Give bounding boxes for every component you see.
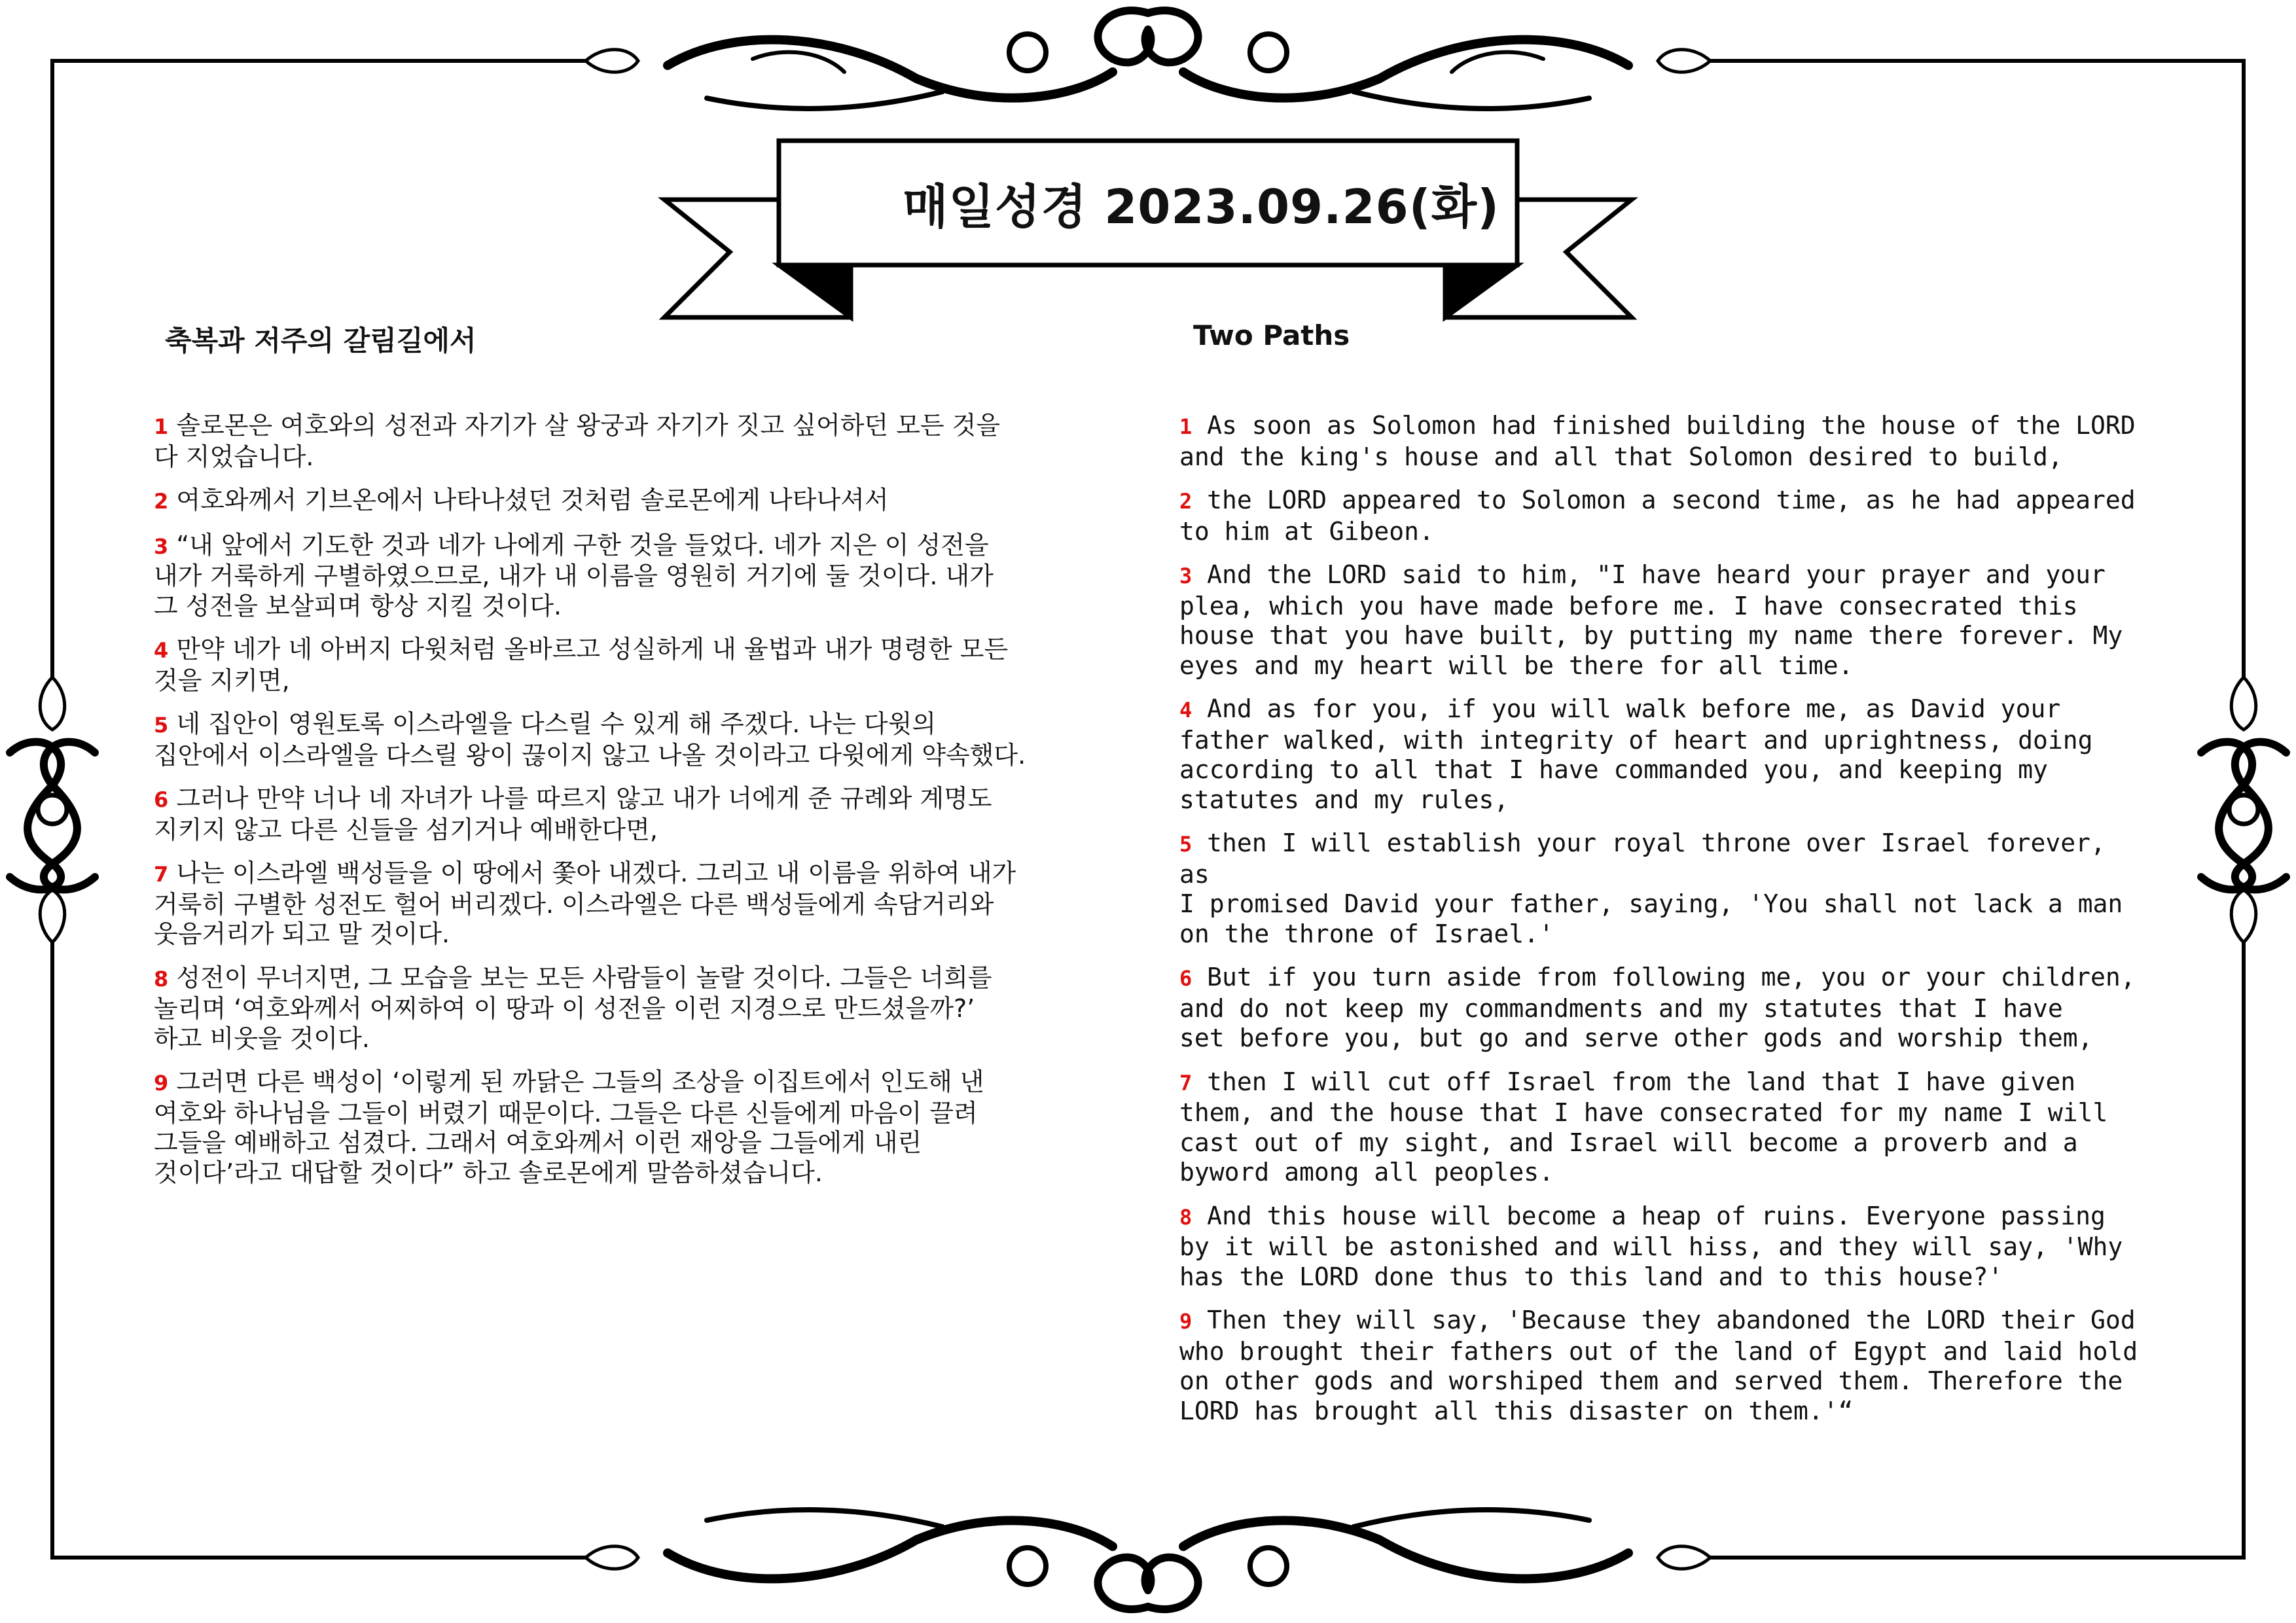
- page-title: 매일성경 2023.09.26(화): [902, 179, 1500, 234]
- english-verse: [1179, 829, 2148, 949]
- bottom-flourish: [586, 1510, 1710, 1609]
- verse-text: 성전이 무너지면, 그 모습을 보는 모든 사람들이 놀랄 것이다. 그들은 너희를 놀리며 ‘여호와께서 어찌하여 이 땅과 이 성전을 이런 지경으로 만드셨을까?’ 하고 비웃을 것이다.: [154, 963, 992, 1053]
- verse-number: 1: [1179, 414, 1193, 439]
- english-verse: [1179, 694, 2148, 815]
- verse-text: “내 앞에서 기도한 것과 네가 나에게 구한 것을 들었다. 네가 지은 이 성전을 내가 거룩하게 구별하였으므로, 내가 내 이름을 영원히 거기에 둘 것이다. 내가 그 성전을 보살피며 항상 지킬 것이다.: [154, 530, 994, 620]
- english-verse: [1179, 1306, 2148, 1426]
- verse-text: 그러나 만약 너나 네 자녀가 나를 따르지 않고 내가 너에게 준 규례와 계명도 지키지 않고 다른 신들을 섬기거나 예배한다면,: [154, 784, 992, 844]
- verse-number: 3: [1179, 563, 1193, 588]
- korean-verse: [154, 635, 1113, 696]
- top-flourish: [586, 10, 1710, 109]
- korean-verse: [154, 411, 1113, 472]
- verse-text: 네 집안이 영원토록 이스라엘을 다스릴 수 있게 해 주겠다. 나는 다윗의 집안에서 이스라엘을 다스릴 왕이 끊이지 않고 나올 것이라고 다윗에게 약속했다.: [154, 709, 1026, 770]
- english-verse: [1179, 1202, 2148, 1293]
- korean-scripture-column: [154, 411, 1113, 1202]
- verse-number: 6: [154, 787, 169, 812]
- verse-text: 나는 이스라엘 백성들을 이 땅에서 쫓아 내겠다. 그리고 내 이름을 위하여 내가 거룩히 구별한 성전도 헐어 버리겠다. 이스라엘은 다른 백성들에게 속담거리와 웃음거리가 되고 말 것이다.: [154, 859, 1016, 948]
- verse-number: 3: [154, 533, 169, 559]
- korean-verse: [154, 1067, 1113, 1188]
- verse-number: 4: [154, 638, 169, 663]
- verse-number: 9: [1179, 1309, 1193, 1334]
- english-verse: [1179, 411, 2148, 472]
- left-flourish: [10, 677, 95, 942]
- english-verse: [1179, 560, 2148, 681]
- korean-verse: [154, 963, 1113, 1054]
- korean-verse: [154, 531, 1113, 622]
- verse-text: And the LORD said to him, "I have heard your prayer and your plea, which you have made before me. I have consecrated this house that you have built, by putting my name there forever. My eyes and my heart will be there for all time.: [1179, 560, 2123, 680]
- english-verse: [1179, 963, 2148, 1054]
- verse-number: 6: [1179, 966, 1193, 991]
- verse-number: 7: [154, 862, 169, 887]
- korean-heading: 축복과 저주의 갈림길에서: [165, 325, 476, 357]
- english-heading: Two Paths: [1193, 319, 1350, 351]
- english-scripture-column: [1179, 411, 2148, 1440]
- verse-number: 2: [1179, 489, 1193, 514]
- verse-text: As soon as Solomon had finished building the house of the LORD and the king's house and all that Solomon desired to build,: [1179, 411, 2136, 471]
- korean-verse: [154, 784, 1113, 845]
- verse-text: then I will cut off Israel from the land that I have given them, and the house that I have consecrated for my name I will cast out of my sight, and Israel will become a proverb and a byword among all peoples.: [1179, 1067, 2108, 1186]
- verse-number: 8: [154, 966, 169, 991]
- verse-text: 만약 네가 네 아버지 다윗처럼 올바르고 성실하게 내 율법과 내가 명령한 모든 것을 지키면,: [154, 635, 1009, 695]
- verse-text: 솔로몬은 여호와의 성전과 자기가 살 왕궁과 자기가 짓고 싶어하던 모든 것을 다 지었습니다.: [154, 411, 1001, 471]
- verse-number: 7: [1179, 1070, 1193, 1096]
- english-verse: [1179, 486, 2148, 546]
- verse-text: And this house will become a heap of ruins. Everyone passing by it will be astonished and will hiss, and they will say, 'Why has the LORD done thus to this land and to this house?': [1179, 1201, 2123, 1291]
- korean-verse: [154, 709, 1113, 770]
- right-flourish: [2201, 677, 2286, 942]
- verse-number: 1: [154, 414, 169, 439]
- english-verse: [1179, 1067, 2148, 1188]
- verse-number: 5: [154, 713, 169, 738]
- korean-verse: [154, 859, 1113, 950]
- verse-number: 9: [154, 1071, 169, 1096]
- verse-text: then I will establish your royal throne over Israel forever, as I promised David your father, saying, 'You shall not lack a man on the throne of Israel.': [1179, 829, 2123, 948]
- korean-verse: [154, 486, 1113, 517]
- verse-number: 8: [1179, 1204, 1193, 1230]
- verse-text: 그러면 다른 백성이 ‘이렇게 된 까닭은 그들의 조상을 이집트에서 인도해 낸 여호와 하나님을 그들이 버렸기 때문이다. 그들은 다른 신들에게 마음이 끌려 그들을 예배하고 섬겼다. 그래서 여호와께서 이런 재앙을 그들에게 내린 것이다’라고 대답할 것이다” 하고 솔로몬에게 말씀하셨습니다.: [154, 1067, 984, 1187]
- verse-text: But if you turn aside from following me, you or your children, and do not keep my commandments and my statutes that I have set before you, but go and serve other gods and worship them,: [1179, 963, 2136, 1052]
- verse-number: 5: [1179, 832, 1193, 857]
- verse-text: And as for you, if you will walk before me, as David your father walked, with integrity of heart and uprightness, doing according to all that I have commanded you, and keeping my statutes and my rules,: [1179, 694, 2093, 814]
- verse-number: 2: [154, 489, 169, 514]
- verse-text: 여호와께서 기브온에서 나타나셨던 것처럼 솔로몬에게 나타나셔서: [176, 486, 889, 514]
- verse-text: the LORD appeared to Solomon a second time, as he had appeared to him at Gibeon.: [1179, 486, 2136, 546]
- verse-text: Then they will say, 'Because they abandoned the LORD their God who brought their fathers out of the land of Egypt and laid hold on other gods and worshiped them and served them. Therefore the LORD has brought all this disaster on them.'“: [1179, 1306, 2138, 1425]
- verse-number: 4: [1179, 698, 1193, 722]
